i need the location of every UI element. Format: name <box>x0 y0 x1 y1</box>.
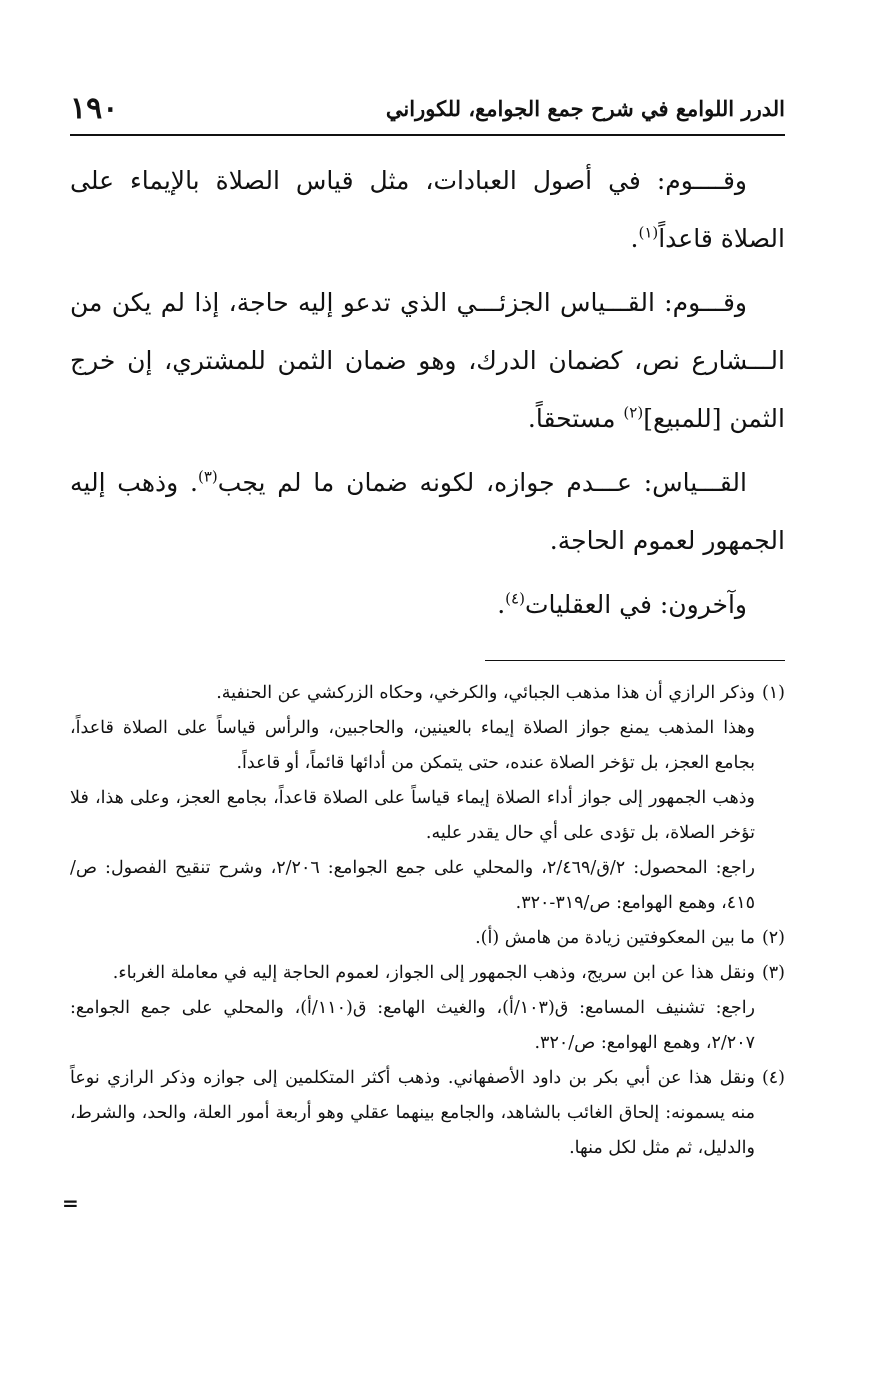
footnote-number: (٣) <box>761 963 785 983</box>
footnote-number: (٢) <box>761 928 785 948</box>
footnote-text: راجع: المحصول: ٢/ق/٢/٤٦٩، والمحلي على جمع الجوامع: ٢/٢٠٦، وشرح تنقيح الفصول: ص/٤١٥، وهمع الهوامع: ص/٣١٩-٣٢٠. <box>70 858 755 913</box>
footnote-ref: (٤) <box>505 589 525 608</box>
footnote-1 <box>70 676 785 711</box>
page-header <box>70 88 785 128</box>
footnote-number: (١) <box>761 683 785 703</box>
footnote-3 <box>70 956 785 991</box>
footnote-text: وذهب الجمهور إلى جواز أداء الصلاة إيماء قياساً على الصلاة قاعداً، بجامع العجز، وعلى هذا، فلا تؤخر الصلاة، بل تؤدى على أي حال يقدر عليه. <box>70 788 755 843</box>
footnote-separator <box>485 660 785 661</box>
footnote-number: (٤) <box>761 1068 785 1088</box>
footnote-4 <box>70 1061 785 1166</box>
body-paragraph: وقـــوم: القـــياس الجزئـــي الذي تدعو إليه حاجة، إذا لم يكن من الـــشارع نص، كضمان الدرك، وهو ضمان الثمن للمشتري، إن خرج الثمن [للمبيع]$^{(٢)}$ مستحقاً. <box>70 288 785 433</box>
footnote-2 <box>70 921 785 956</box>
body-paragraph: القـــياس: عـــدم جوازه، لكونه ضمان ما لم يجب$^{(٣)}$. وذهب إليه الجمهور لعموم الحاجة. <box>70 467 785 555</box>
main-text <box>70 152 785 640</box>
footnote-text: راجع: تشنيف المسامع: ق(١٠٣/أ)، والغيث الهامع: ق(١١٠/أ)، والمحلي على جمع الجوامع: ٢/٢٠٧، وهمع الهوامع: ص/٣٢٠. <box>70 998 756 1053</box>
footnote-text: ونقل هذا عن أبي بكر بن داود الأصفهاني. وذهب أكثر المتكلمين إلى جوازه وذكر الرازي نوعاً منه يسمونه: إلحاق الغائب بالشاهد، والجامع بينهما عقلي وهو أربعة أمور العلة، والحد، والشرط، والدليل، ثم مثل لكل منها. <box>70 1068 755 1158</box>
footnote-text: وهذا المذهب يمنع جواز الصلاة إيماء بالعينين، والحاجبين، والرأس قياساً على الصلاة قاعداً، بجامع العجز، بل تؤخر الصلاة عنده، حتى يتمكن من أدائها قائماً، أو قاعداً. <box>70 718 755 773</box>
footnote-text: وذكر الرازي أن هذا مذهب الجبائي، والكرخي، وحكاه الزركشي عن الحنفية. <box>216 683 755 703</box>
body-paragraph: وآخرون: في العقليات$^{(٤)}$. <box>497 589 747 619</box>
footnote-ref: (١) <box>638 223 659 242</box>
footnote-ref: (٣) <box>198 467 218 486</box>
body-paragraph: وقــــوم: في أصول العبادات، مثل قياس الصلاة بالإيماء على الصلاة قاعداً$^{(١)}$. <box>70 166 785 253</box>
footnote-text: ما بين المعكوفتين زيادة من هامش (أ). <box>475 928 755 948</box>
footnotes <box>70 676 785 1166</box>
running-title: الدرر اللوامع في شرح جمع الجوامع، للكوراني <box>385 95 785 121</box>
header-rule <box>70 134 785 136</box>
continuation-mark: = <box>62 1191 79 1215</box>
footnote-ref: (٢) <box>623 403 644 422</box>
page-number: ١٩٠ <box>70 90 119 126</box>
footnote-text: ونقل هذا عن ابن سريج، وذهب الجمهور إلى الجواز، لعموم الحاجة إليه في معاملة الغرباء. <box>112 963 755 983</box>
